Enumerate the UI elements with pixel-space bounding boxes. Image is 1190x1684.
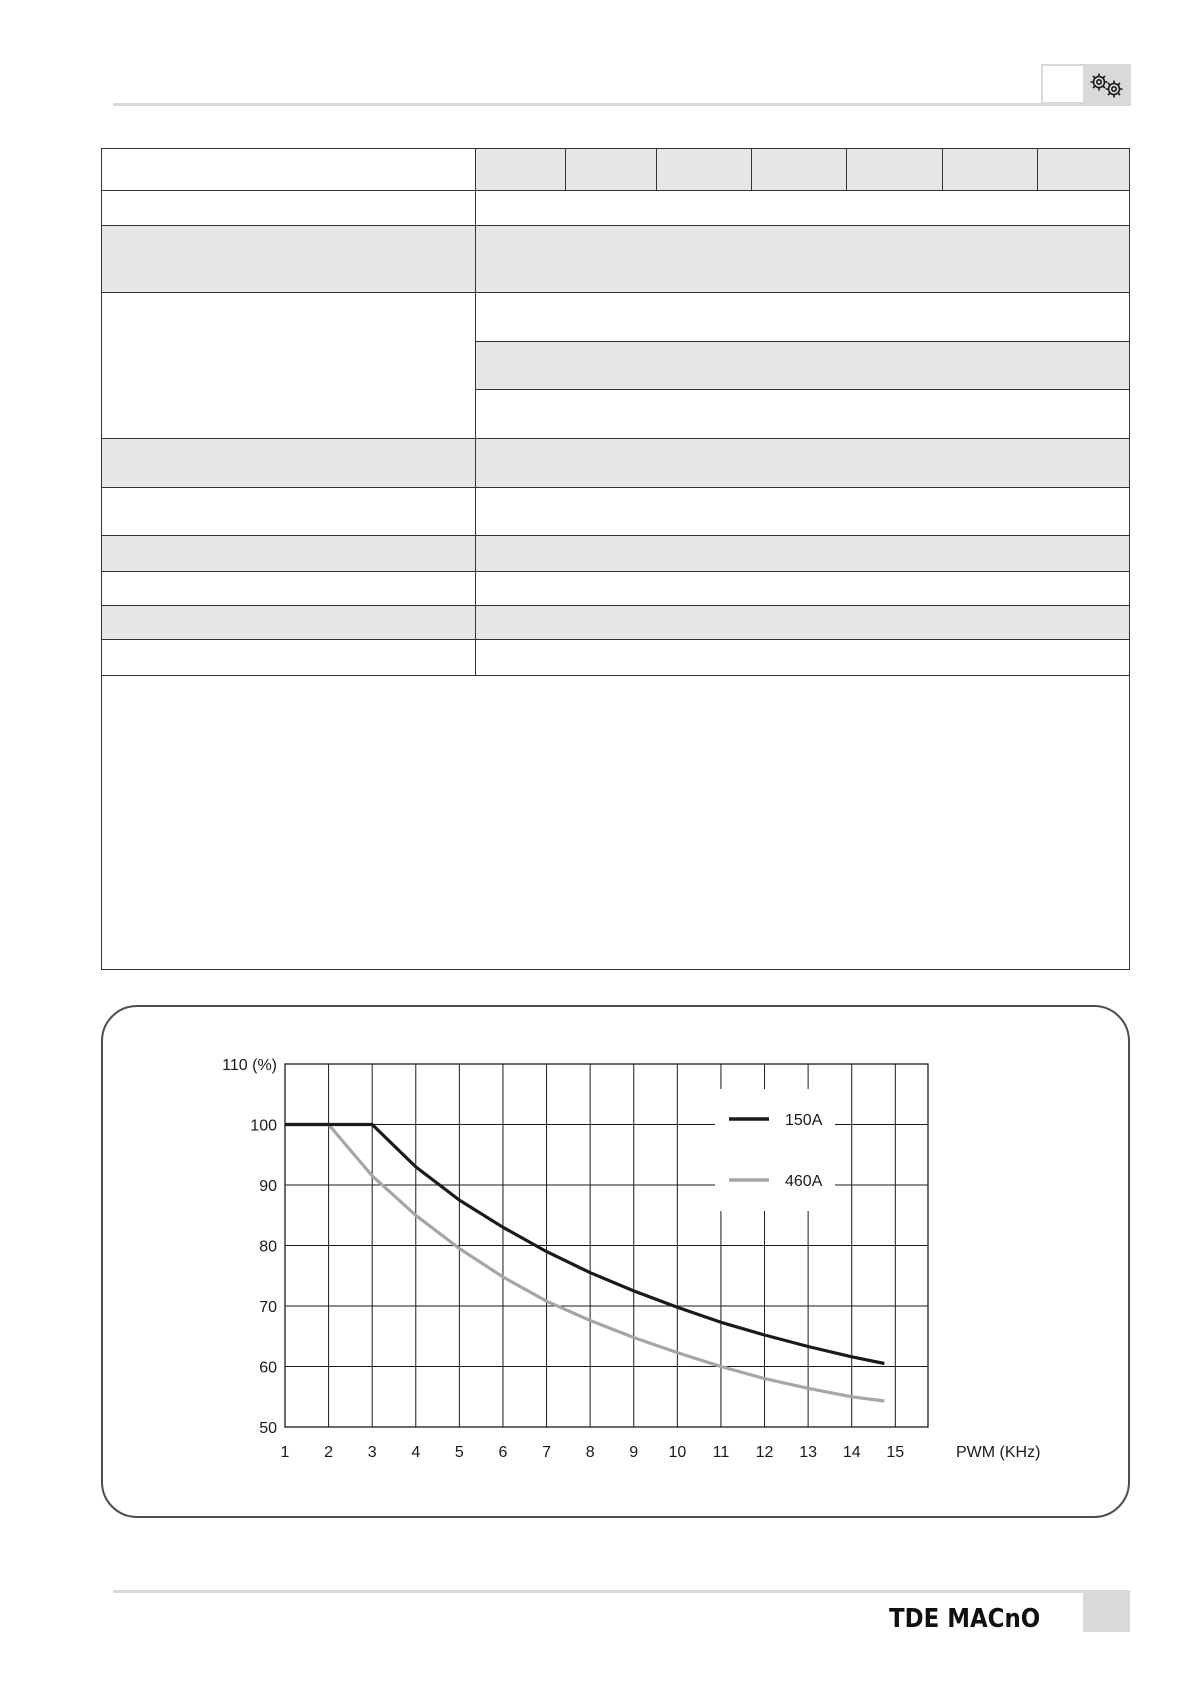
- y-tick-label: 80: [259, 1238, 277, 1256]
- table-row: [102, 606, 1130, 640]
- table-row: [102, 439, 1130, 488]
- gear-icon: [1083, 64, 1131, 106]
- table-cell: [102, 488, 476, 536]
- legend-label: 460A: [785, 1173, 823, 1190]
- table-cell: [475, 606, 1129, 640]
- table-row: [102, 572, 1130, 606]
- table-row: [102, 488, 1130, 536]
- table-cell: [475, 572, 1129, 606]
- x-tick-label: 12: [755, 1444, 774, 1461]
- table-cell: [102, 640, 476, 676]
- page-number-box: [1083, 1590, 1130, 1632]
- x-tick-label: 8: [585, 1444, 595, 1461]
- table-cell: [102, 149, 476, 191]
- x-axis-label: PWM (KHz): [956, 1444, 1041, 1461]
- derating-chart-panel: [101, 1005, 1130, 1518]
- x-tick-label: 4: [411, 1444, 421, 1461]
- table-cell: [475, 342, 1129, 390]
- x-tick-label: 2: [324, 1444, 334, 1461]
- table-cell: [475, 191, 1129, 226]
- table-row: [102, 226, 1130, 293]
- y-tick-label: 70: [259, 1299, 277, 1316]
- y-tick-label: 100: [250, 1117, 277, 1135]
- table-row: [102, 293, 1130, 342]
- legend-box: [715, 1089, 835, 1211]
- table-cell: [475, 293, 1129, 342]
- header-divider: [113, 103, 1114, 106]
- brand-logo: TDE MACnO: [889, 1604, 1041, 1634]
- table-cell: [475, 390, 1129, 439]
- table-row: [102, 191, 1130, 226]
- table-header-row: [102, 149, 1130, 191]
- x-tick-label: 7: [542, 1444, 552, 1461]
- x-tick-label: 14: [842, 1444, 861, 1461]
- table-cell: [102, 606, 476, 640]
- table-cell: [657, 149, 752, 191]
- y-axis-top-label: 110 (%): [222, 1057, 277, 1074]
- table-cell: [102, 191, 476, 226]
- notes-box: [101, 673, 1130, 970]
- x-tick-label: 6: [498, 1444, 508, 1461]
- spec-table: [101, 148, 1130, 676]
- derating-chart: [103, 1007, 1128, 1516]
- x-tick-label: 15: [886, 1444, 905, 1461]
- x-tick-label: 5: [454, 1444, 464, 1461]
- y-tick-label: 50: [259, 1420, 277, 1437]
- table-row: [102, 536, 1130, 572]
- table-row: [102, 640, 1130, 676]
- table-cell: [102, 293, 476, 439]
- table-cell: [847, 149, 942, 191]
- table-cell: [475, 149, 565, 191]
- table-cell: [475, 488, 1129, 536]
- table-cell: [102, 572, 476, 606]
- table-cell: [102, 439, 476, 488]
- table-cell: [942, 149, 1037, 191]
- x-tick-label: 3: [367, 1444, 377, 1461]
- table-cell: [565, 149, 656, 191]
- x-tick-label: 10: [668, 1444, 687, 1461]
- table-cell: [752, 149, 847, 191]
- table-cell: [102, 226, 476, 293]
- x-tick-label: 9: [629, 1444, 639, 1461]
- table-cell: [102, 536, 476, 572]
- y-tick-label: 60: [259, 1359, 277, 1377]
- table-cell: [475, 226, 1129, 293]
- table-cell: [475, 640, 1129, 676]
- x-tick-label: 13: [799, 1444, 818, 1461]
- table-cell: [1037, 149, 1129, 191]
- y-tick-label: 90: [259, 1178, 277, 1195]
- footer-divider: [113, 1590, 1083, 1593]
- table-cell: [475, 536, 1129, 572]
- legend-label: 150A: [785, 1112, 823, 1129]
- chapter-box: [1041, 64, 1083, 104]
- x-tick-label: 1: [280, 1444, 290, 1461]
- table-cell: [475, 439, 1129, 488]
- x-tick-label: 11: [712, 1444, 730, 1461]
